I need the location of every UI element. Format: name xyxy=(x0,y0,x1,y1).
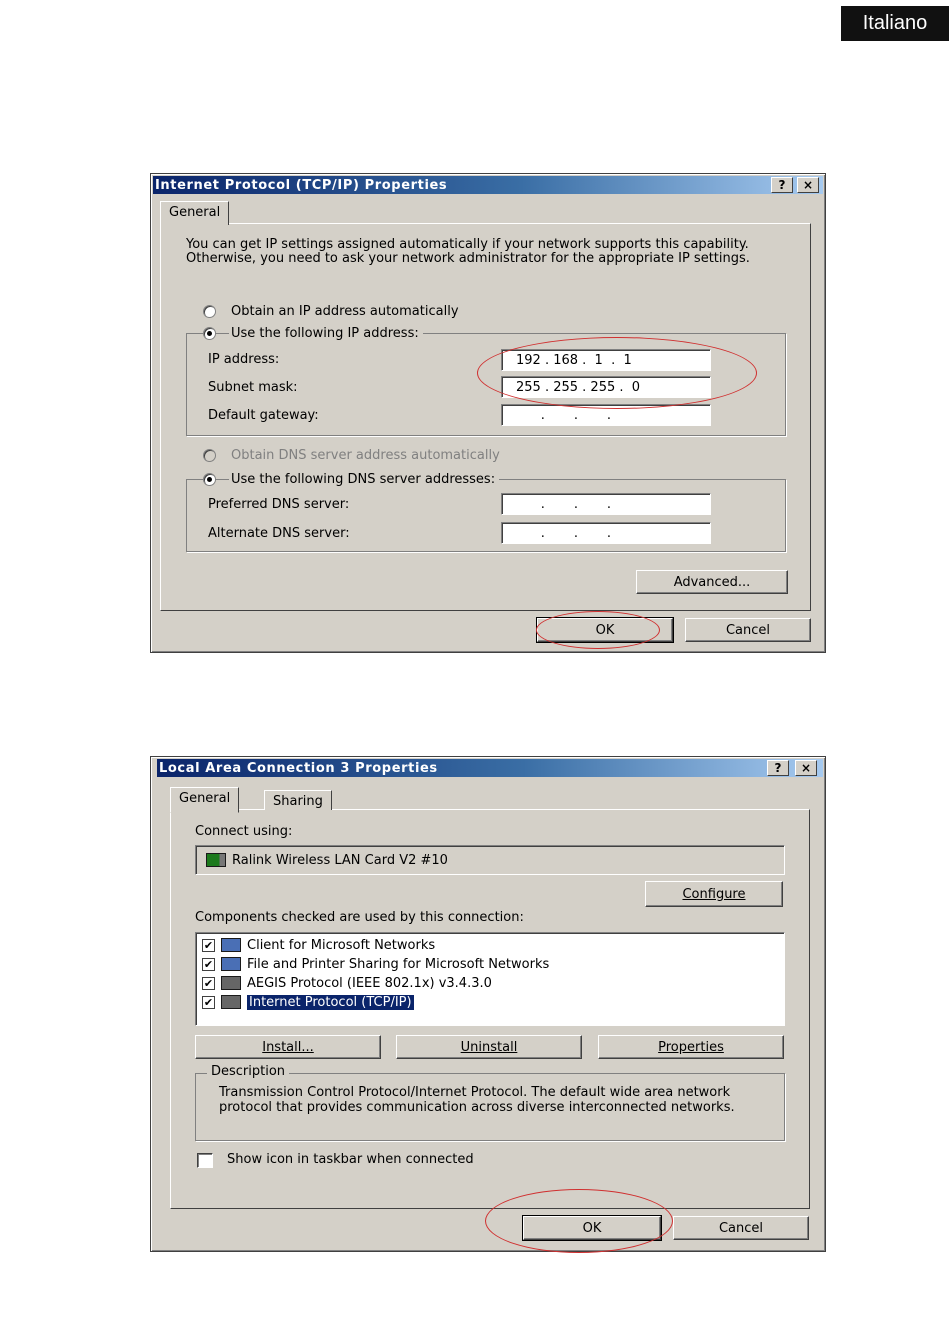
show-icon-label[interactable]: Show icon in taskbar when connected xyxy=(227,1152,474,1167)
properties-label: Properties xyxy=(658,1039,724,1055)
tab-general[interactable]: General xyxy=(160,201,229,225)
obtain-ip-radio[interactable] xyxy=(203,305,216,318)
alternate-dns-field[interactable]: . . . xyxy=(501,522,711,544)
subnet-mask-label: Subnet mask: xyxy=(208,380,298,395)
language-badge: Italiano xyxy=(841,6,949,41)
checkbox-checked[interactable]: ✔ xyxy=(203,976,214,990)
ip-address-label: IP address: xyxy=(208,352,280,367)
close-button[interactable] xyxy=(797,177,819,193)
components-label: Components checked are used by this connection: xyxy=(195,910,524,925)
cancel-button[interactable]: Cancel xyxy=(685,618,811,642)
ok-button[interactable]: OK xyxy=(537,618,673,642)
uninstall-button[interactable] xyxy=(396,1035,582,1059)
preferred-dns-label: Preferred DNS server: xyxy=(208,497,350,512)
install-button[interactable] xyxy=(195,1035,381,1059)
checkbox-checked[interactable]: ✔ xyxy=(203,957,214,971)
list-item[interactable] xyxy=(202,936,435,954)
advanced-button[interactable]: Advanced... xyxy=(636,570,788,594)
computer-network-icon xyxy=(221,938,241,952)
adapter-name: Ralink Wireless LAN Card V2 #10 xyxy=(232,852,448,868)
checkbox-checked[interactable]: ✔ xyxy=(203,995,214,1009)
tab-sharing[interactable]: Sharing xyxy=(264,790,332,810)
list-item[interactable] xyxy=(202,993,414,1011)
component-label-selected: Internet Protocol (TCP/IP) xyxy=(249,994,412,1010)
close-icon: × xyxy=(800,761,812,775)
protocol-icon xyxy=(221,976,241,990)
checkbox-checked[interactable]: ✔ xyxy=(203,938,214,952)
use-dns-label[interactable]: Use the following DNS server addresses: xyxy=(229,472,499,487)
intro-text: You can get IP settings assigned automatically if your network supports this capability. Otherwise, you need to ask your network administrator for the appropriate IP settings. xyxy=(186,237,750,266)
lan-connection-properties-dialog xyxy=(150,756,826,1252)
description-legend: Description xyxy=(207,1064,289,1079)
question-mark-icon: ? xyxy=(778,178,786,192)
network-adapter-icon xyxy=(206,853,226,867)
list-item[interactable] xyxy=(202,974,492,992)
ip-address-field[interactable]: 192 . 168 . 1 . 1 xyxy=(501,349,711,371)
adapter-field xyxy=(195,845,785,875)
uninstall-label: Uninstall xyxy=(460,1039,518,1055)
ok-button[interactable]: OK xyxy=(523,1216,661,1240)
show-icon-checkbox[interactable] xyxy=(197,1153,213,1168)
default-gateway-label: Default gateway: xyxy=(208,408,319,423)
title-bar[interactable] xyxy=(153,176,823,194)
help-button[interactable] xyxy=(771,177,793,193)
component-label: Client for Microsoft Networks xyxy=(247,937,436,953)
use-dns-radio[interactable] xyxy=(203,473,216,486)
title-bar[interactable] xyxy=(157,759,823,777)
install-label: Install... xyxy=(262,1039,314,1055)
list-item[interactable] xyxy=(202,955,549,973)
obtain-ip-label[interactable]: Obtain an IP address automatically xyxy=(231,304,459,319)
close-button[interactable] xyxy=(795,760,817,776)
help-button[interactable] xyxy=(767,760,789,776)
description-text: Transmission Control Protocol/Internet Protocol. The default wide area network protocol that provides communication across diverse interconnected networks. xyxy=(219,1085,735,1115)
tab-general[interactable]: General xyxy=(170,787,239,813)
preferred-dns-field[interactable]: . . . xyxy=(501,493,711,515)
dialog-title: Internet Protocol (TCP/IP) Properties xyxy=(155,177,448,193)
components-list[interactable] xyxy=(195,932,785,1026)
configure-button[interactable] xyxy=(645,881,783,907)
close-icon: × xyxy=(802,178,814,192)
obtain-dns-radio[interactable] xyxy=(203,449,216,462)
use-ip-label[interactable]: Use the following IP address: xyxy=(229,326,423,341)
question-mark-icon: ? xyxy=(774,761,782,775)
use-ip-radio[interactable] xyxy=(203,327,216,340)
alternate-dns-label: Alternate DNS server: xyxy=(208,526,350,541)
dialog-title: Local Area Connection 3 Properties xyxy=(159,760,438,776)
configure-label: Configure xyxy=(682,886,746,902)
obtain-dns-label[interactable]: Obtain DNS server address automatically xyxy=(231,448,500,463)
protocol-icon xyxy=(221,995,241,1009)
subnet-mask-field[interactable]: 255 . 255 . 255 . 0 xyxy=(501,376,711,398)
connect-using-label: Connect using: xyxy=(195,824,293,839)
tcpip-properties-dialog xyxy=(150,173,826,653)
properties-button[interactable] xyxy=(598,1035,784,1059)
cancel-button[interactable]: Cancel xyxy=(673,1216,809,1240)
default-gateway-field[interactable]: . . . xyxy=(501,404,711,426)
component-label: File and Printer Sharing for Microsoft Networks xyxy=(247,956,550,972)
printer-sharing-icon xyxy=(221,957,241,971)
component-label: AEGIS Protocol (IEEE 802.1x) v3.4.3.0 xyxy=(247,975,492,991)
